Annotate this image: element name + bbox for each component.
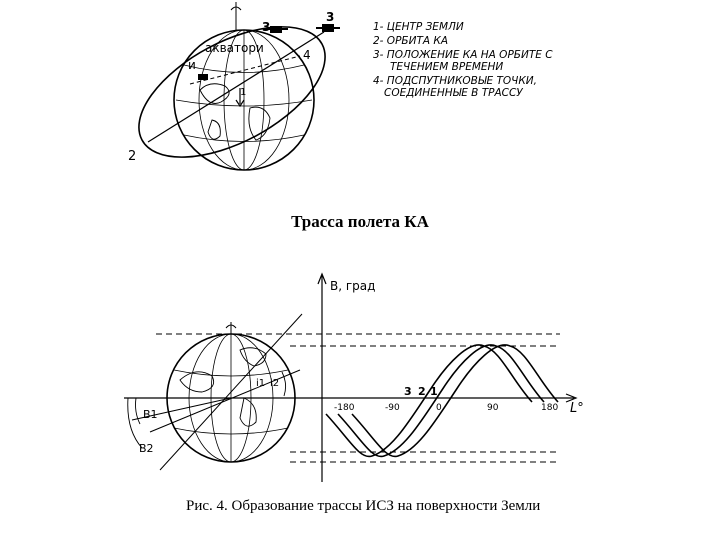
orbit-marker: 3 xyxy=(326,10,335,24)
top-globe-diagram xyxy=(118,0,345,184)
track-curve-2 xyxy=(338,345,544,457)
legend-line: 4- ПОДСПУТНИКОВЫЕ ТОЧКИ, xyxy=(373,75,537,87)
angle-label-b1: B1 xyxy=(143,408,158,421)
x-tick: 180 xyxy=(541,403,559,413)
angle-label-i2: i2 xyxy=(270,378,280,389)
curve-label: 1 xyxy=(430,385,438,398)
legend-line: 3- ПОЛОЖЕНИЕ КА НА ОРБИТЕ С xyxy=(373,49,553,61)
legend-line: 2- ОРБИТА КА xyxy=(373,35,449,47)
curve-label: 3 xyxy=(404,385,412,398)
x-axis-label: L° xyxy=(570,401,584,416)
overlay-text-2: и xyxy=(188,58,196,72)
satellite-icon xyxy=(316,24,340,32)
overlay-text: акватори xyxy=(205,41,264,55)
orbit-marker: 2 xyxy=(128,149,137,164)
legend xyxy=(373,21,553,99)
y-axis-label: B, град xyxy=(330,279,376,293)
legend-line: ТЕЧЕНИЕМ ВРЕМЕНИ xyxy=(390,61,504,73)
orbit-marker: 3 xyxy=(262,20,271,34)
track-curve-1 xyxy=(326,345,532,457)
orbit-marker: 1 xyxy=(240,87,247,98)
angle-label-i1: i1 xyxy=(256,378,266,389)
satellite-icon xyxy=(198,74,208,80)
legend-line: 1- ЦЕНТР ЗЕМЛИ xyxy=(373,21,464,33)
ground-track-curves xyxy=(326,345,558,457)
legend-line: СОЕДИНЕННЫЕ В ТРАССУ xyxy=(384,87,523,99)
top-caption: Трасса полета КА xyxy=(291,212,429,231)
track-curve-3 xyxy=(352,345,558,457)
angle-label-b2: B2 xyxy=(139,442,154,455)
x-tick: -90 xyxy=(385,403,400,413)
curve-label: 2 xyxy=(418,385,426,398)
bottom-caption: Рис. 4. Образование трассы ИСЗ на поверхности Земли xyxy=(186,498,541,514)
x-tick: 90 xyxy=(487,403,499,413)
x-tick: 0 xyxy=(436,403,442,413)
orbit-marker: 4 xyxy=(303,48,311,62)
x-tick: -180 xyxy=(334,403,355,413)
curve-labels xyxy=(404,385,438,398)
